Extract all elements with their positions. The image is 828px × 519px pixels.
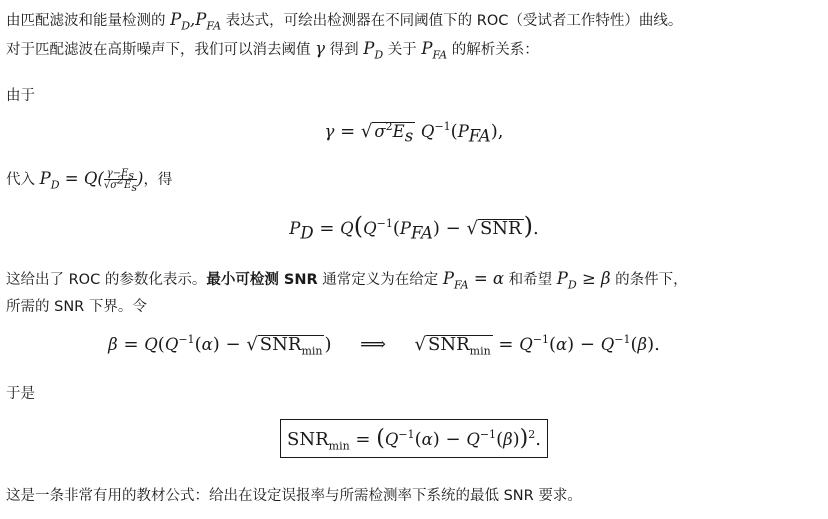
- paragraph-7: 于是: [6, 386, 35, 402]
- bold-term: 最小可检测 SNR: [206, 272, 318, 288]
- math-pfa: $P_{FA}$: [195, 10, 222, 33]
- math-comma: ,: [190, 10, 196, 29]
- math-pfa-alpha: $P_{FA} = \alpha$: [442, 269, 505, 292]
- equation-threshold: γ = √ $\sigma^2E_s$ $Q^{-1}(P_{FA})$,: [324, 120, 504, 146]
- paragraph-1: [6, 9, 683, 33]
- text-span: 通常定义为在给定: [317, 272, 443, 288]
- boxed-result: $SNR_{min} = (Q^{-1}(\alpha) - Q^{-1}(\beta))^2$.: [280, 419, 548, 458]
- text-span: 的解析关系：: [447, 42, 539, 58]
- text-span: 得到: [324, 42, 364, 58]
- equation-pd: $P_D = Q(Q^{-1}(P_{FA})$ − √ SNR).: [289, 212, 539, 243]
- equation-beta: $\beta = Q(Q^{-1}(\alpha)$ − √ $SNR_{min}$ ) ⟹ √ $SNR_{min} = Q^{-1}(\alpha) - Q^{-1}(\beta)$.: [108, 333, 660, 358]
- paragraph-8: 这是一条非常有用的教材公式：给出在设定误报率与所需检测率下系统的最低 SNR 要求。: [6, 488, 582, 504]
- text-span: ，得: [143, 172, 173, 188]
- text-span: 关于: [383, 42, 422, 58]
- math-pfa: $P_{FA}$: [421, 39, 448, 62]
- paragraph-4: [6, 168, 173, 194]
- paragraph-3: 由于: [6, 88, 35, 104]
- math-pd: $P_D$: [170, 10, 191, 33]
- text-span: 和希望: [504, 272, 557, 288]
- paragraph-5: [6, 268, 688, 292]
- fraction: $\frac{\gamma-E_s}{√\sigma^2E_s}$: [103, 168, 137, 194]
- paragraph-6: 所需的 SNR 下界。令: [6, 299, 147, 315]
- text-span: 对于匹配滤波在高斯噪声下，我们可以消去阈值: [6, 42, 316, 58]
- math-pd: $P_D$: [363, 39, 384, 62]
- text-span: 由匹配滤波和能量检测的: [6, 13, 171, 29]
- text-span: 这给出了 ROC 的参数化表示。: [6, 272, 207, 288]
- paragraph-2: [6, 38, 539, 62]
- text-span: 代入: [6, 172, 40, 188]
- text-span: 表达式，可绘出检测器在不同阈值下的 ROC（受试者工作特性）曲线。: [221, 13, 683, 29]
- equation-snr-min: [0, 419, 828, 458]
- math-pd-beta: $P_D \ge \beta$: [556, 269, 611, 292]
- math-gamma: γ: [315, 39, 325, 58]
- text-span: 的条件下，: [610, 272, 688, 288]
- math-pd-def: $P_D = Q$( $\frac{\gamma-E_s}{√\sigma^2E_s}$ ): [39, 168, 144, 194]
